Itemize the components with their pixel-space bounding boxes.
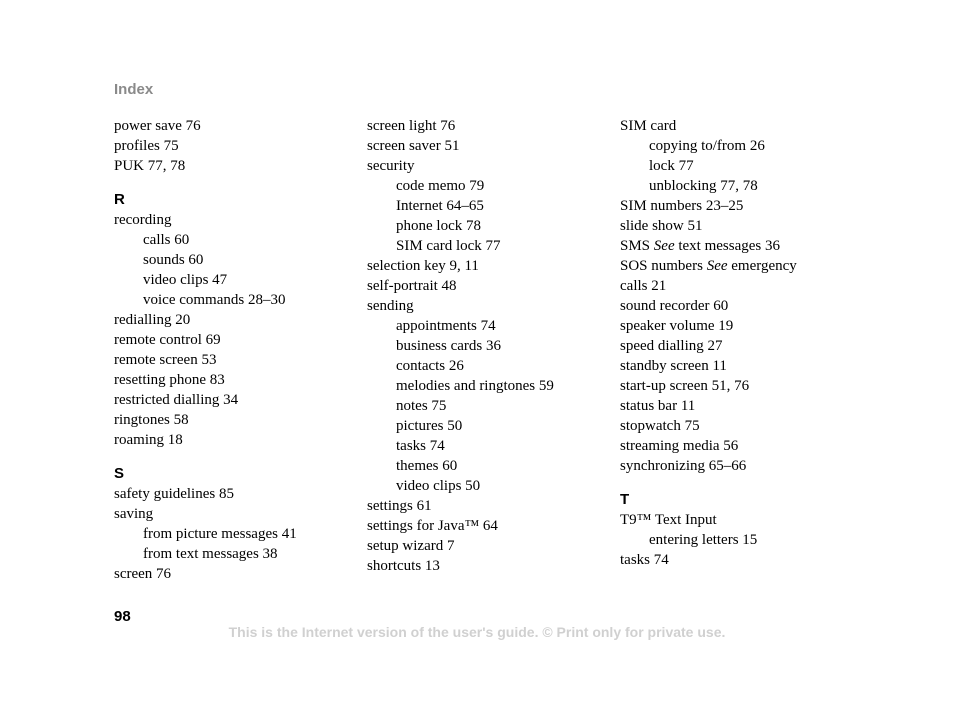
index-entry [620, 236, 860, 256]
index-entry: sending [367, 298, 414, 314]
index-entry: remote screen 53 [114, 352, 217, 368]
footer-text: This is the Internet version of the user's guide. © Print only for private use. [228, 624, 726, 640]
index-entry: status bar 11 [620, 398, 696, 414]
index-subentry: pictures 50 [396, 418, 463, 434]
entry-text: SMS [620, 238, 654, 254]
footer-notice [0, 624, 954, 640]
index-subentry: lock 77 [649, 158, 694, 174]
page-number: 98 [114, 608, 131, 625]
index-subentry: notes 75 [396, 398, 447, 414]
index-entry: selection key 9, 11 [367, 258, 479, 274]
see-reference: See [653, 238, 675, 254]
index-subentry: SIM card lock 77 [396, 238, 501, 254]
index-entry: remote control 69 [114, 332, 221, 348]
index-entry: saving [114, 506, 154, 522]
index-subentry: tasks 74 [396, 438, 445, 454]
index-entry: SIM numbers 23–25 [620, 198, 744, 214]
index-entry: synchronizing 65–66 [620, 458, 747, 474]
index-entry: streaming media 56 [620, 438, 739, 454]
index-entry: power save 76 [114, 118, 201, 134]
index-subentry: melodies and ringtones 59 [396, 378, 554, 394]
entry-text: emergency [727, 258, 797, 274]
index-column-3 [620, 116, 860, 570]
index-subentry: copying to/from 26 [649, 138, 765, 154]
index-subentry: Internet 64–65 [396, 198, 484, 214]
index-entry: settings for Java™ 64 [367, 518, 498, 534]
index-entry: slide show 51 [620, 218, 703, 234]
index-entry: recording [114, 212, 172, 228]
index-entry: safety guidelines 85 [114, 486, 234, 502]
index-entry: screen light 76 [367, 118, 456, 134]
index-entry: sound recorder 60 [620, 298, 729, 314]
index-entry: speaker volume 19 [620, 318, 734, 334]
index-entry [620, 256, 860, 276]
index-subentry: from picture messages 41 [143, 526, 297, 542]
index-entry: PUK 77, 78 [114, 158, 186, 174]
index-entry: settings 61 [367, 498, 432, 514]
index-entry: resetting phone 83 [114, 372, 225, 388]
index-subentry: from text messages 38 [143, 546, 278, 562]
index-subentry: voice commands 28–30 [143, 292, 286, 308]
index-entry: screen saver 51 [367, 138, 460, 154]
index-entry: T9™ Text Input [620, 512, 717, 528]
index-subentry: video clips 50 [396, 478, 481, 494]
index-entry: stopwatch 75 [620, 418, 700, 434]
index-entry: ringtones 58 [114, 412, 189, 428]
index-entry: speed dialling 27 [620, 338, 723, 354]
index-subentry: sounds 60 [143, 252, 204, 268]
index-entry: standby screen 11 [620, 358, 727, 374]
index-subentry: business cards 36 [396, 338, 501, 354]
letter-heading-r: R [114, 191, 125, 208]
index-entry: redialling 20 [114, 312, 191, 328]
index-entry: restricted dialling 34 [114, 392, 239, 408]
index-entry: roaming 18 [114, 432, 183, 448]
index-entry: tasks 74 [620, 552, 669, 568]
index-entry: profiles 75 [114, 138, 179, 154]
index-subentry: appointments 74 [396, 318, 496, 334]
index-subentry: calls 60 [143, 232, 190, 248]
index-subentry: code memo 79 [396, 178, 485, 194]
index-entry: calls 21 [620, 278, 667, 294]
index-subentry: themes 60 [396, 458, 458, 474]
index-subentry: contacts 26 [396, 358, 464, 374]
index-entry: setup wizard 7 [367, 538, 455, 554]
entry-text: SOS numbers [620, 258, 707, 274]
letter-heading-t: T [620, 491, 630, 508]
index-entry: security [367, 158, 415, 174]
index-subentry: video clips 47 [143, 272, 228, 288]
index-entry: screen 76 [114, 566, 172, 582]
index-entry: start-up screen 51, 76 [620, 378, 750, 394]
index-column-2 [367, 116, 607, 576]
letter-heading-s: S [114, 465, 125, 482]
index-entry: shortcuts 13 [367, 558, 440, 574]
index-subentry: phone lock 78 [396, 218, 481, 234]
index-subentry: entering letters 15 [649, 532, 758, 548]
index-column-1 [114, 116, 354, 584]
section-header: Index [114, 81, 154, 98]
see-reference: See [706, 258, 728, 274]
index-subentry: unblocking 77, 78 [649, 178, 758, 194]
entry-text: text messages 36 [674, 238, 781, 254]
index-entry: SIM card [620, 118, 677, 134]
index-entry: self-portrait 48 [367, 278, 457, 294]
